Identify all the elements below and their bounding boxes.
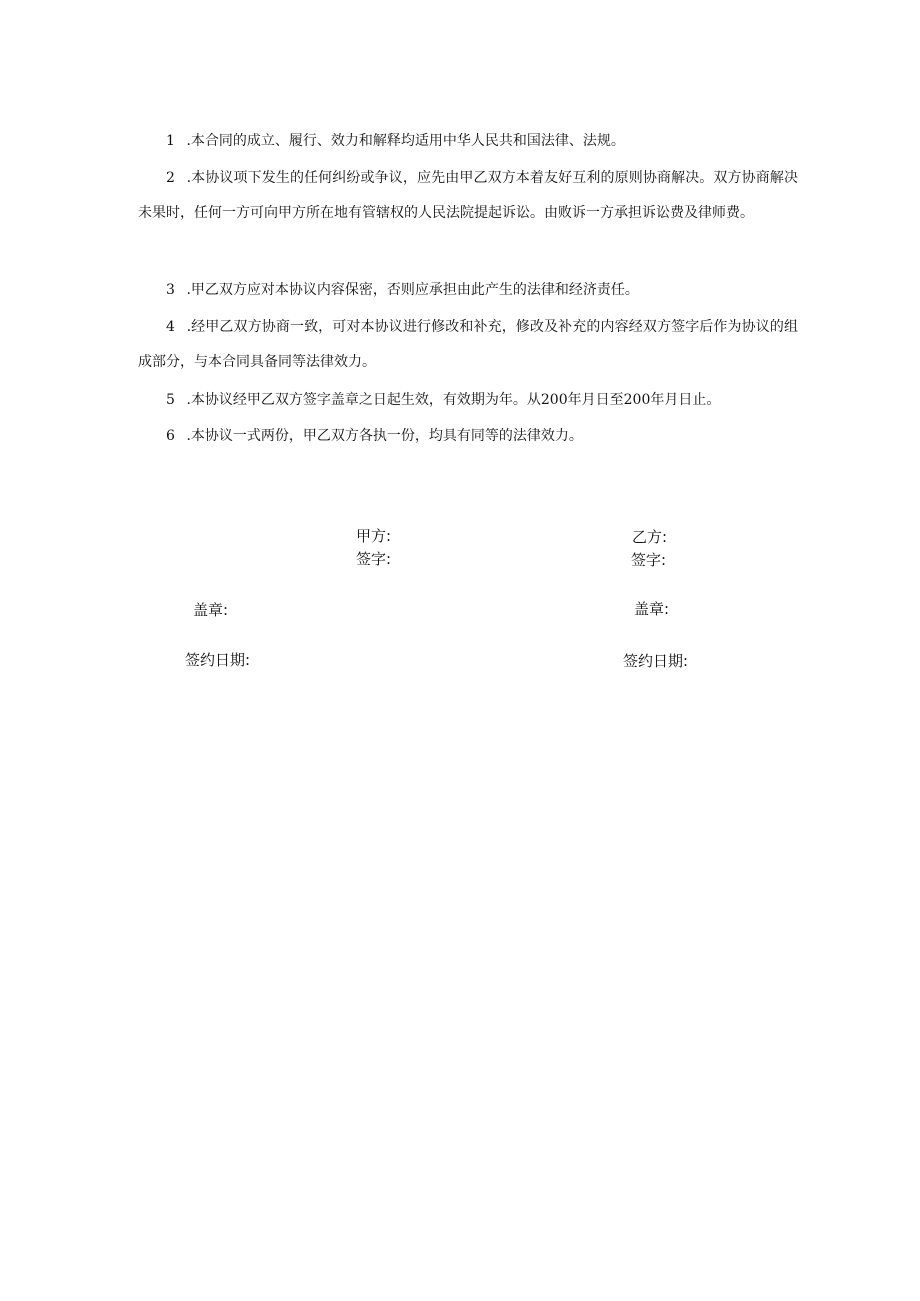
clause-3 (138, 273, 798, 308)
party-a-date-label: 签约日期: (185, 651, 251, 669)
party-a-seal-label: 盖章: (193, 601, 229, 619)
party-b-date-label: 签约日期: (623, 652, 689, 670)
clause-number: 2 (166, 170, 175, 186)
clause-number: 4 (166, 319, 175, 335)
party-a-sign-label: 签字: (356, 550, 392, 568)
clause-6 (138, 419, 798, 454)
clause-number: 3 (166, 282, 175, 298)
clause-text: .本合同的成立、履行、效力和解释均适用中华人民共和国法律、法规。 (186, 133, 625, 149)
clause-5 (138, 383, 798, 418)
party-b-seal-label: 盖章: (634, 600, 670, 618)
party-a-label: 甲方: (356, 527, 392, 545)
clause-number: 6 (166, 428, 175, 444)
party-b-label: 乙方: (632, 528, 668, 546)
clause-text: .甲乙双方应对本协议内容保密，否则应承担由此产生的法律和经济责任。 (186, 282, 639, 298)
clause-number: 5 (166, 392, 175, 408)
clause-text: .本协议项下发生的任何纠纷或争议，应先由甲乙双方本着友好互利的原则协商解决。双方协商解决未果时，任何一方可向甲方所在地有管辖权的人民法院提起诉讼。由败诉一方承担诉讼费及律师费。 (138, 170, 799, 221)
clause-text: .经甲乙双方协商一致，可对本协议进行修改和补充，修改及补充的内容经双方签字后作为协议的组成部分，与本合同具备同等法律效力。 (138, 319, 799, 370)
clause-text: .本协议经甲乙双方签字盖章之日起生效，有效期为年。从200年月日至200年月日止。 (186, 392, 721, 408)
clause-4 (138, 310, 798, 380)
clause-text: .本协议一式两份，甲乙双方各执一份，均具有同等的法律效力。 (186, 428, 583, 444)
party-b-sign-label: 签字: (631, 551, 667, 569)
clause-1 (138, 124, 798, 159)
clause-number: 1 (166, 133, 175, 149)
clause-2 (138, 161, 798, 231)
